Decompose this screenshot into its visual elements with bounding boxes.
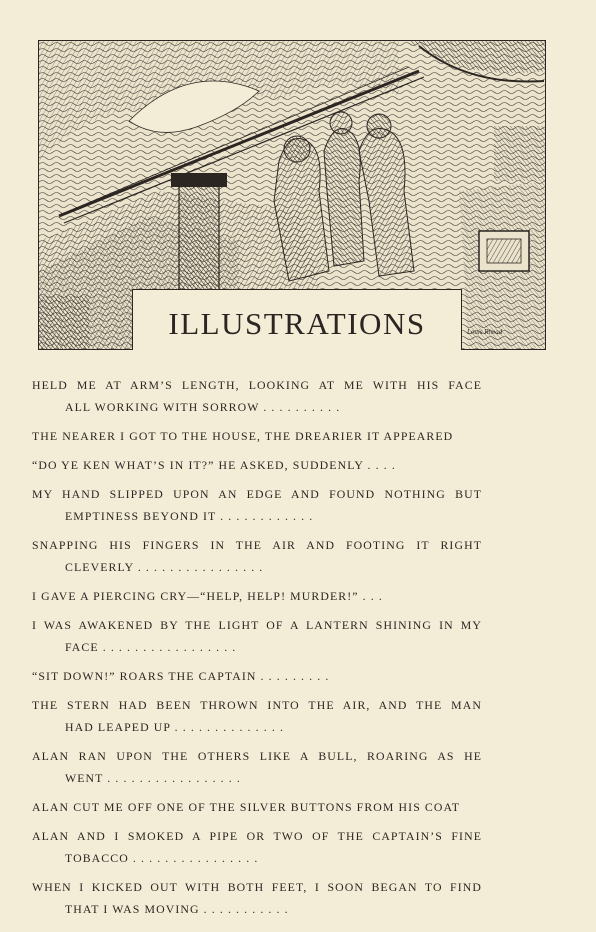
list-item-line: THAT I WAS MOVING . . . . . . . . . . . xyxy=(65,902,289,916)
list-item xyxy=(32,694,482,738)
artist-signature: Louis Rhead xyxy=(467,328,503,336)
list-item-line: I GAVE A PIERCING CRY—“HELP, HELP! MURDER!” . . . xyxy=(32,589,383,603)
list-item-line: THE NEARER I GOT TO THE HOUSE, THE DREARIER IT APPEARED xyxy=(32,429,454,443)
list-item xyxy=(32,796,482,818)
list-item-line: EMPTINESS BEYOND IT . . . . . . . . . . . . xyxy=(65,509,314,523)
illustrations-list xyxy=(32,374,482,927)
list-item-line: ALAN CUT ME OFF ONE OF THE SILVER BUTTONS FROM HIS COAT xyxy=(32,800,461,814)
list-item-line: MY HAND SLIPPED UPON AN EDGE AND FOUND NOTHING BUT xyxy=(32,487,482,501)
list-item-line: FACE . . . . . . . . . . . . . . . . . xyxy=(65,640,237,654)
page-title: ILLUSTRATIONS xyxy=(168,306,426,341)
list-item-line: CLEVERLY . . . . . . . . . . . . . . . . xyxy=(65,560,264,574)
list-item-line: “DO YE KEN WHAT’S IN IT?” HE ASKED, SUDDENLY . . . . xyxy=(32,458,396,472)
list-item xyxy=(32,483,482,527)
list-item xyxy=(32,614,482,658)
list-item-line: HAD LEAPED UP . . . . . . . . . . . . . . xyxy=(65,720,284,734)
list-item-line: WHEN I KICKED OUT WITH BOTH FEET, I SOON BEGAN TO FIND xyxy=(32,880,482,894)
list-item xyxy=(32,876,482,920)
title-plate xyxy=(132,289,462,350)
list-item-line: ALL WORKING WITH SORROW . . . . . . . . . . xyxy=(65,400,341,414)
list-item-line: HELD ME AT ARM’S LENGTH, LOOKING AT ME WITH HIS FACE xyxy=(32,378,482,392)
list-item xyxy=(32,374,482,418)
list-item xyxy=(32,454,482,476)
list-item-line: “SIT DOWN!” ROARS THE CAPTAIN . . . . . . . . . xyxy=(32,669,330,683)
list-item xyxy=(32,825,482,869)
list-item-line: I WAS AWAKENED BY THE LIGHT OF A LANTERN SHINING IN MY xyxy=(32,618,482,632)
list-item-line: THE STERN HAD BEEN THROWN INTO THE AIR, AND THE MAN xyxy=(32,698,482,712)
list-item xyxy=(32,534,482,578)
list-item-line: ALAN RAN UPON THE OTHERS LIKE A BULL, ROARING AS HE xyxy=(32,749,482,763)
list-item-line: SNAPPING HIS FINGERS IN THE AIR AND FOOTING IT RIGHT xyxy=(32,538,482,552)
list-item xyxy=(32,665,482,687)
list-item-line: TOBACCO . . . . . . . . . . . . . . . . xyxy=(65,851,259,865)
list-item xyxy=(32,425,482,447)
list-item xyxy=(32,585,482,607)
list-item-line: WENT . . . . . . . . . . . . . . . . . xyxy=(65,771,241,785)
list-item xyxy=(32,745,482,789)
list-item-line: ALAN AND I SMOKED A PIPE OR TWO OF THE CAPTAIN’S FINE xyxy=(32,829,482,843)
